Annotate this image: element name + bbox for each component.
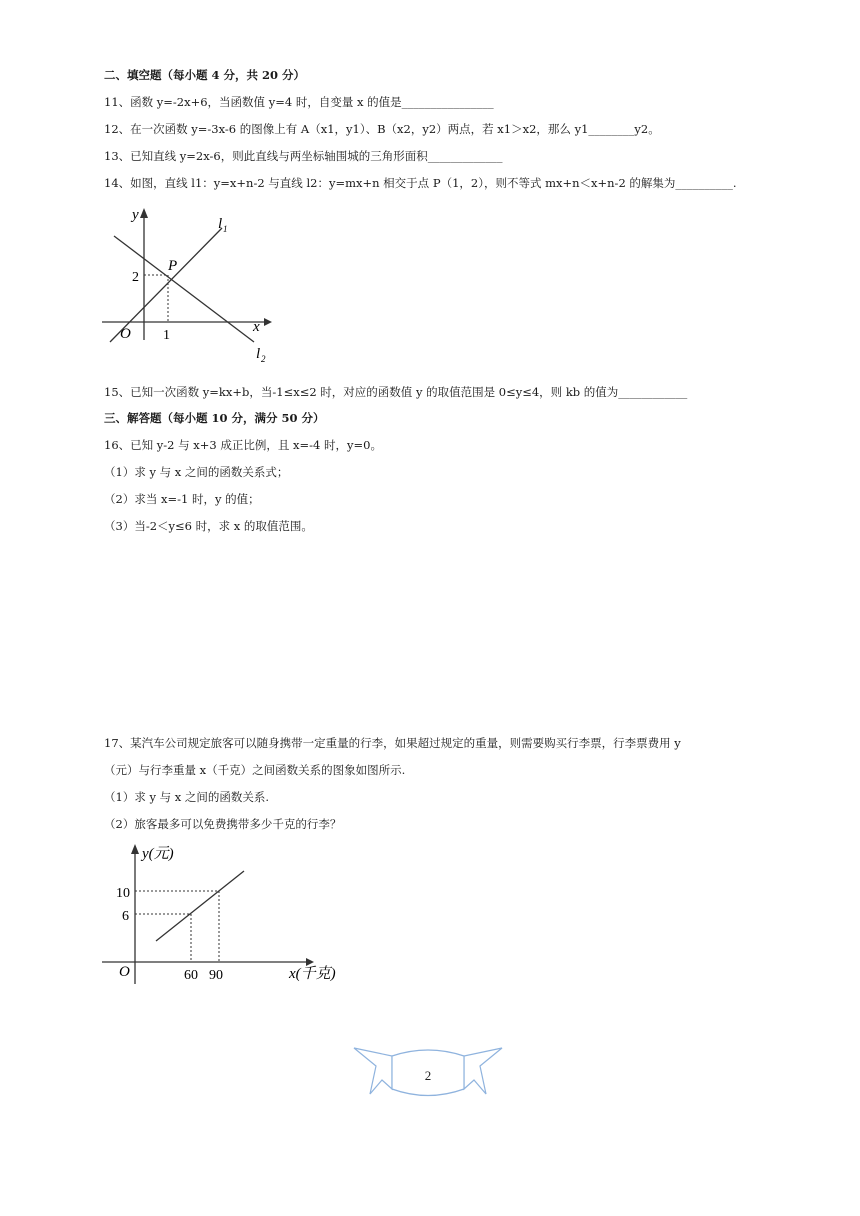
page-number-ribbon (352, 1042, 504, 1102)
origin-label: O (119, 964, 130, 980)
question-17-line-1: 17、某汽车公司规定旅客可以随身携带一定重量的行李，如果超过规定的重量，则需要购买行李票，行李票费用 y (104, 736, 681, 750)
question-11: 11、函数 y=-2x+6，当函数值 y=4 时，自变量 x 的值是________________ (104, 95, 494, 109)
question-16-part-1: （1）求 y 与 x 之间的函数关系式； (104, 465, 289, 479)
y-axis-arrow (140, 208, 148, 218)
q17-graph (96, 838, 371, 988)
section-heading-fill-in: 二、填空题（每小题 4 分，共 20 分） (104, 68, 306, 82)
question-12: 12、在一次函数 y=-3x-6 的图像上有 A（x1，y1）、B（x2，y2）两点，若 x1＞x2，那么 y1________y2。 (104, 122, 660, 136)
question-15: 15、已知一次函数 y=kx+b，当-1≤x≤2 时，对应的函数值 y 的取值范围是 0≤y≤4，则 kb 的值为____________ (104, 385, 688, 399)
question-14: 14、如图，直线 l1：y=x+n-2 与直线 l2：y=mx+n 相交于点 P（1，2），则不等式 mx+n＜x+n-2 的解集为__________. (104, 176, 737, 190)
question-16-part-3: （3）当-2＜y≤6 时，求 x 的取值范围。 (104, 519, 313, 533)
question-16-part-2: （2）求当 x=-1 时，y 的值； (104, 492, 260, 506)
line-l2 (114, 236, 254, 342)
question-17-part-2: （2）旅客最多可以免费携带多少千克的行李？ (104, 817, 342, 831)
l2-label: l (256, 346, 261, 362)
fee-line (156, 871, 244, 941)
tick-label-x-60: 60 (184, 968, 198, 983)
tick-label-x-90: 90 (209, 968, 223, 983)
tick-label-x: 1 (163, 328, 170, 343)
tick-label-y-6: 6 (122, 909, 129, 924)
ribbon-left-tail (354, 1048, 392, 1094)
page-number: 2 (424, 1068, 432, 1083)
l2-subscript: 2 (261, 354, 266, 364)
question-16: 16、已知 y-2 与 x+3 成正比例，且 x=-4 时，y=0。 (104, 438, 382, 452)
q14-graph (96, 200, 276, 370)
question-13: 13、已知直线 y=2x-6，则此直线与两坐标轴围城的三角形面积_____________ (104, 149, 503, 163)
point-p-label: P (168, 258, 178, 274)
ribbon-right-tail (464, 1048, 502, 1094)
l1-subscript: 1 (223, 224, 228, 234)
question-17-part-1: （1）求 y 与 x 之间的函数关系. (104, 790, 270, 804)
tick-label-y: 2 (132, 270, 139, 285)
x-axis-label: x (253, 319, 260, 335)
x-axis-arrow (306, 958, 314, 966)
y-axis-arrow (131, 844, 139, 854)
y-axis-label: y (132, 207, 139, 223)
question-17-line-2: （元）与行李重量 x（千克）之间函数关系的图象如图所示. (104, 763, 406, 777)
x-axis-arrow (264, 318, 272, 326)
l1-label: l (218, 216, 223, 232)
tick-label-y-10: 10 (116, 886, 130, 901)
section-heading-answers: 三、解答题（每小题 10 分，满分 50 分） (104, 411, 325, 425)
origin-label: O (120, 326, 131, 342)
x-axis-label: x(千克) (289, 966, 336, 982)
y-axis-label: y(元) (142, 846, 174, 862)
